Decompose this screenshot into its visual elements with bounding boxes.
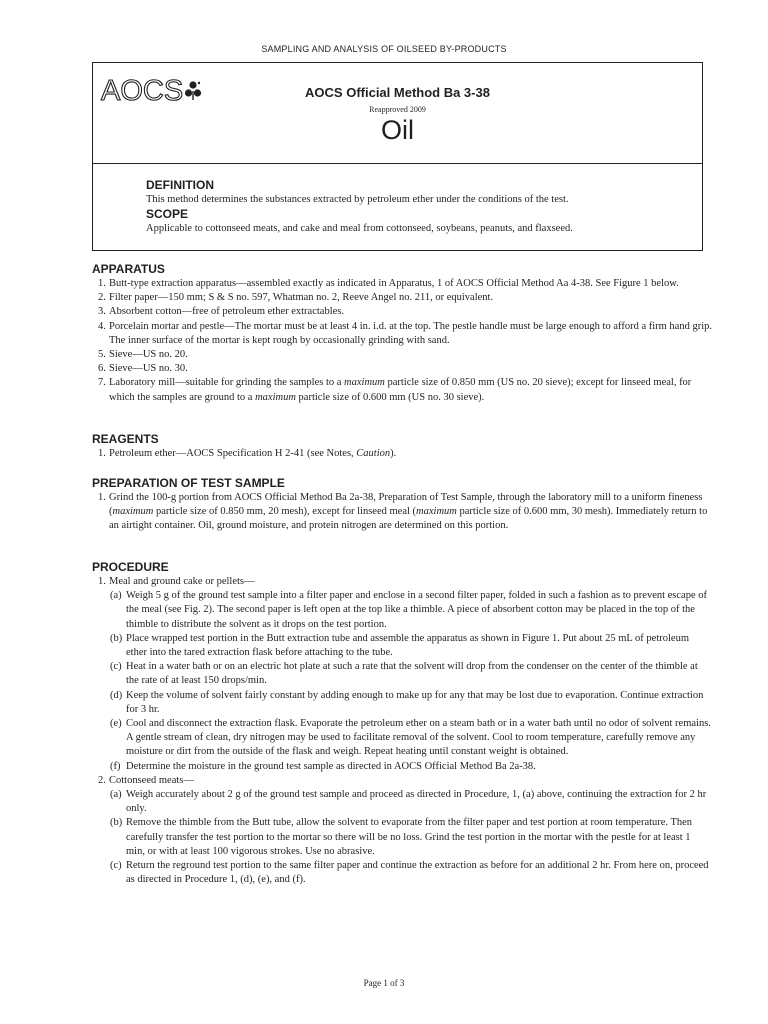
- list-item: 3. Absorbent cotton—free of petroleum ether extractables.: [98, 306, 344, 318]
- scope-heading: SCOPE: [146, 207, 189, 221]
- sub-item: (e) Cool and disconnect the extraction flask. Evaporate the petroleum ether on a steam bath or in a water bath until no odor of solvent remains. A gentle stream of clean, dry nitrogen may be used to facilitate removal of the solvent. Cool to room temperature, carefully remove any moisture or dirt from the outside of the flask and weigh. Repeat heating until constant weight is obtained.: [110, 718, 711, 758]
- page-footer: Page 1 of 3: [363, 978, 405, 988]
- list-item: 2. Cottonseed meats— (a) Weigh accurately about 2 g of the ground test sample and proceed as directed in Procedure, 1, (a) above, continuing the extraction for 2 hr only. (b) Remove the thimble from the Butt tube, allow the solvent to evaporate from the filter paper and test portion at room temperature. Then carefully transfer the test portion to the mortar so there will be no loss. Grind the test portion in the mortar with the pestle for at least 1 min, or with at least 100 vigorous strokes. Use no abrasive. (c) Return the reground test portion to the same filter paper and continue the extraction as before for an additional 2 hr. From here on, proceed as directed in Procedure 1, (d), (e), and (f).: [92, 774, 712, 888]
- definition-heading: DEFINITION: [146, 178, 214, 192]
- reagents-section: [92, 431, 712, 461]
- list-item: 1. Butt-type extraction apparatus—assembled exactly as indicated in Apparatus, 1 of AOCS Official Method Aa 4-38. See Figure 1 below.: [98, 278, 679, 289]
- list-item: 7. Laboratory mill—suitable for grinding the samples to a maximum particle size of 0.850 mm (US no. 20 sieve); except for linseed meal, for which the samples are ground to a maximum particle size of 0.600 mm (US no. 30 sieve).: [98, 377, 692, 403]
- sub-item: (f) Determine the moisture in the ground test sample as directed in AOCS Official Method Ba 2a-38.: [110, 760, 536, 772]
- definition-scope-box: [92, 163, 703, 251]
- list-item: 1. Grind the 100-g portion from AOCS Official Method Ba 2a-38, Preparation of Test Sample, through the laboratory mill to a uniform fineness (maximum particle size of 0.850 mm, 20 mesh), except for linseed meal (maximum particle size of 0.600 mm, 30 mesh). Immediately return to an airtight container. Oil, ground moisture, and protein nitrogen are determined on this portion.: [98, 492, 708, 532]
- list-item: 1. Petroleum ether—AOCS Specification H 2-41 (see Notes, Caution).: [98, 448, 397, 459]
- preparation-heading: PREPARATION OF TEST SAMPLE: [92, 476, 285, 490]
- list-item: 2. Filter paper—150 mm; S & S no. 597, Whatman no. 2, Reeve Angel no. 211, or equivalent.: [98, 292, 494, 304]
- document-title: Oil: [381, 115, 414, 145]
- apparatus-heading: APPARATUS: [92, 262, 165, 276]
- sub-item: (b) Place wrapped test portion in the Butt extraction tube and assemble the apparatus as shown in Figure 1. Put about 25 mL of petroleum ether into the tared extraction flask before attaching to the tube.: [110, 632, 689, 659]
- sub-item: (c) Heat in a water bath or on an electric hot plate at such a rate that the solvent will drop from the condenser on the center of the thimble at the rate of at least 150 drops/min.: [110, 661, 698, 687]
- definition-text: This method determines the substances extracted by petroleum ether under the conditions of the test.: [146, 194, 569, 205]
- sub-item: (c) Return the reground test portion to the same filter paper and continue the extraction as before for an additional 2 hr. From here on, proceed as directed in Procedure 1, (d), (e), and (f).: [110, 860, 709, 886]
- procedure-section: [92, 559, 712, 887]
- sub-item: (a) Weigh accurately about 2 g of the ground test sample and proceed as directed in Procedure, 1, (a) above, continuing the extraction for 2 hr only.: [110, 789, 707, 815]
- reapproved-note: Reapproved 2009: [369, 105, 426, 114]
- procedure-heading: PROCEDURE: [92, 560, 169, 574]
- apparatus-section: [92, 261, 712, 405]
- list-item: 1. Meal and ground cake or pellets— (a) Weigh 5 g of the ground test sample into a filter paper and enclose in a second filter paper, folded in such a fashion as to prevent escape of the meal (see Fig. 2). The second paper is left open at the top like a thimble. A piece of absorbent cotton may be placed in the top of the thimble to distribute the solvent as it drops on the test portion. (b) Place wrapped test portion in the Butt extraction tube and assemble the apparatus as shown in Figure 1. Put about 25 mL of petroleum ether into the tared extraction flask before attaching to the tube. (c) Heat in a water bath or on an electric hot plate at such a rate that the solvent will drop from the condenser on the center of the thimble at the rate of at least 150 drops/min. (d) Keep the volume of solvent fairly constant by adding enough to make up for any that may be lost due to evaporation. Continue extraction for 3 hr. (e) Cool and disconnect the extraction flask. Evaporate the petroleum ether on a steam bath or in a water bath until no odor of solvent remains. A gentle stream of clean, dry nitrogen may be used to facilitate removal of the solvent. Cool to room temperature, carefully remove any moisture or dirt from the outside of the flask and weigh. Repeat heating until constant weight is obtained. (f) Determine the moisture in the ground test sample as directed in AOCS Official Method Ba 2a-38.: [92, 575, 712, 774]
- sub-item: (d) Keep the volume of solvent fairly constant by adding enough to make up for any that may be lost due to evaporation. Continue extraction for 3 hr.: [110, 689, 704, 715]
- method-number: AOCS Official Method Ba 3-38: [305, 85, 490, 100]
- list-item: 5. Sieve—US no. 20.: [98, 349, 188, 361]
- preparation-section: [92, 475, 712, 534]
- scope-text: Applicable to cottonseed meats, and cake and meal from cottonseed, soybeans, peanuts, and flaxseed.: [146, 223, 573, 234]
- sub-item: (b) Remove the thimble from the Butt tube, allow the solvent to evaporate from the filter paper and test portion at room temperature. Then carefully transfer the test portion to the mortar so there will be no loss. Grind the test portion in the mortar with the pestle for at least 1 min, or with at least 100 vigorous strokes. Use no abrasive.: [110, 817, 693, 857]
- running-head: SAMPLING AND ANALYSIS OF OILSEED BY-PRODUCTS: [261, 44, 507, 54]
- method-header-box: [92, 62, 703, 164]
- sub-item: (a) Weigh 5 g of the ground test sample into a filter paper and enclose in a second filter paper, folded in such a fashion as to prevent escape of the meal (see Fig. 2). The second paper is left open at the top like a thimble. A piece of absorbent cotton may be placed in the top of the thimble to distribute the solvent as it drops on the test portion.: [110, 590, 707, 630]
- list-item: 6. Sieve—US no. 30.: [98, 363, 188, 375]
- aocs-logo-text: AOCS: [101, 75, 184, 107]
- reagents-heading: REAGENTS: [92, 432, 159, 446]
- list-item: 4. Porcelain mortar and pestle—The mortar must be at least 4 in. i.d. at the top. The pestle handle must be large enough to afford a firm hand grip. The inner surface of the mortar is kept rough by occasionally grinding with sand.: [98, 320, 713, 346]
